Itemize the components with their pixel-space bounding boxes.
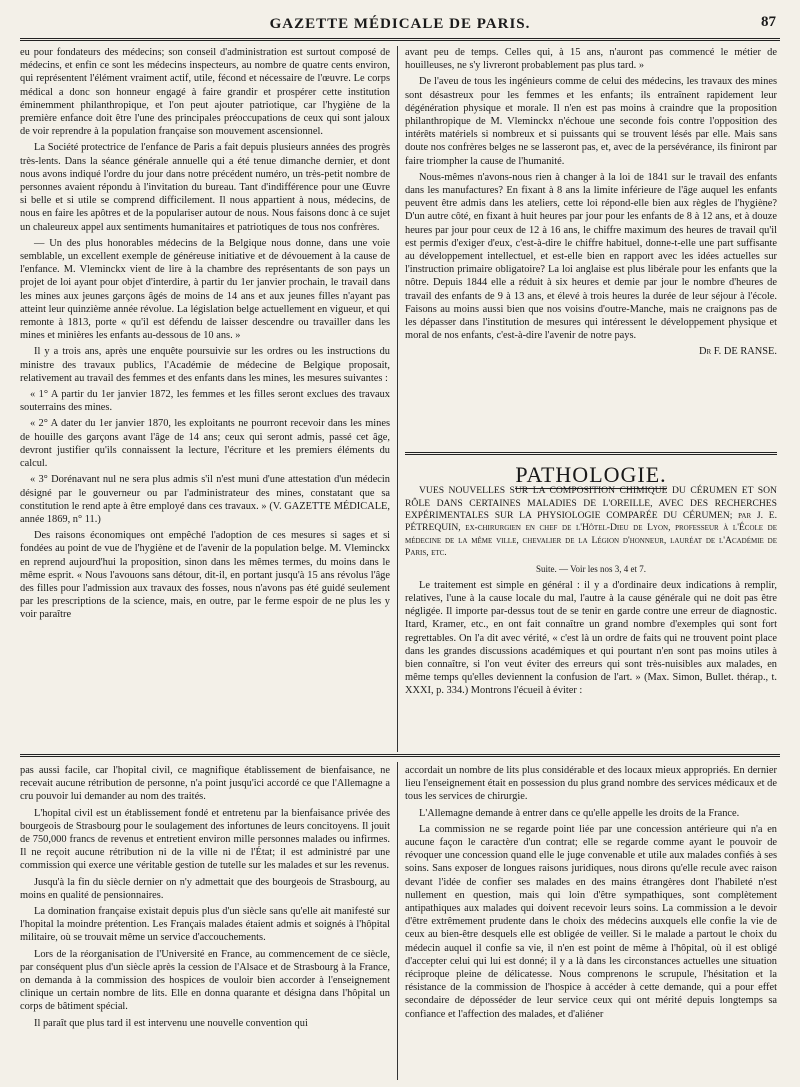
paragraph: « 1° A partir du 1er janvier 1872, les femmes et les filles seront exclues des travaux souterrains des mines. <box>20 389 390 414</box>
paragraph: Des raisons économiques ont empêché l'adoption de ces mesures si sages et si fondées au point de vue de l'hygiène et de l'avenir de la population belge. M. Vleminckx en reprend aujourd'hui la proposition, sinon dans les mêmes termes, du moins dans le même esprit. « Nous l'avouons sans détour, dit-il, en portant jusqu'à 15 ans révolus l'âge des filles pour l'admission aux travaux des fosses, nous n'avons pas été guidé seulement par les prescriptions de la science, mais, en outre, par le ferme espoir de ne plus les y voir paraître <box>20 530 390 621</box>
article-column-bottom-left <box>20 764 390 1082</box>
paragraph: accordait un nombre de lits plus considérable et des locaux mieux appropriés. En dernier lieu l'enseignement était en possession du plus grand nombre des services médicaux et de tous les services de chirurgie. <box>405 765 777 803</box>
article-column-bottom-right <box>405 764 777 1082</box>
section-title <box>405 466 777 487</box>
page-header <box>20 10 780 41</box>
section-divider <box>405 452 777 459</box>
paragraph: La Société protectrice de l'enfance de Paris a fait depuis plusieurs années des progrès très-lents. Dans la séance générale annuelle qui a été tenue dimanche dernier, et dont nous avons indiqué l'ordre du jour dans notre précédent numéro, un très-petit nombre de personnes avaient répondu à l'invitation du bureau. Tant d'indifférence pour une Œuvre si belle et si utile se comprend difficilement. Il nous appartient à nous, médecins, de nous en faire les apôtres et de la populariser autour de nous. Nous faisons donc à ce sujet un chaleureux appel aux sentiments humanitaires et patriotiques de tous nos confrères. <box>20 142 390 233</box>
article-subheading: VUES NOUVELLES SUR LA COMPOSITION CHIMIQUE DU CÉRUMEN ET SON RÔLE DANS CERTAINES MALADIES DE L'OREILLE, AVEC DES RECHERCHES EXPÉRIMENTALES SUR LA PHYSIOLOGIE COMPARÉE DU CÉRUMEN; par J. E. PÉTREQUIN, ex-chirurgien en chef de l'Hôtel-Dieu de Lyon, professeur à l'École de médecine de la même ville, chevalier de la Légion d'honneur, lauréat de l'Académie de Paris, etc. <box>405 485 777 559</box>
author-signature: Dr F. DE RANSE. <box>698 346 777 358</box>
paragraph: Il paraît que plus tard il est intervenu une nouvelle convention qui <box>34 1017 308 1029</box>
column-divider <box>397 762 398 1080</box>
paragraph: eu pour fondateurs des médecins; son conseil d'administration est surtout composé de médecins, et enfin ce sont les médecins inspecteurs, au nombre de quatre cents environ, qui représentent l'élément vraiment actif, utile, fécond et nécessaire de l'œuvre. Le corps médical a donc son honneur engagé à faire grandir et prospérer cette institution éminemment philanthropique, et l'on peut ajouter patriotique, car l'hygiène de la première enfance doit être l'une des principales préoccupations de ceux qui sont jaloux de voir reprendre à la population française son mouvement ascensionnel. <box>20 47 390 138</box>
paragraph: Le traitement est simple en général : il y a d'ordinaire deux indications à remplir, relatives, l'une à la cause locale du mal, l'autre à la cause générale qui ne doit pas être négligée. Il importe par-dessus tout de se tenir en garde contre une erreur de diagnostic. Itard, Kramer, etc., en ont fait connaître un grand nombre d'exemples qui sont fort regrettables. On l'a dit avec vérité, « c'est là un ordre de faits qui ne trouvent point place dans les grandes discussions académiques et qui pourtant n'en sont pas moins utiles à bien connaître, si l'on veut éviter des erreurs qui sont très-nuisibles aux malades, en même temps qu'elles deviennent la confusion de l'art. » (Max. Simon, Bullet. thérap., t. XXXI, p. 334.) Montrons l'écueil à éviter : <box>405 579 777 697</box>
page-divider <box>20 754 780 757</box>
paragraph: « 3° Dorénavant nul ne sera plus admis s'il n'est muni d'une attestation d'un médecin désigné par le gouverneur ou par l'administrateur des mines, constatant que sa constitution le rend apte à être employé dans ces travaux. » (V. GAZETTE MÉDICALE, année 1869, n° 11.) <box>20 474 390 525</box>
paragraph: « 2° A dater du 1er janvier 1870, les exploitants ne pourront recevoir dans les mines de houille des garçons avant l'âge de 14 ans; ceux qui seront admis, passé cet âge, devront justifier qu'ils connaissent la lecture, l'écriture et les premiers éléments du calcul. <box>20 418 390 470</box>
paragraph: avant peu de temps. Celles qui, à 15 ans, n'auront pas commencé le métier de houilleuses, ne s'y livreront probablement pas plus tard. » <box>405 47 777 72</box>
section-title-text: PATHOLOGIE. <box>515 466 666 489</box>
paragraph: L'hopital civil est un établissement fondé et entretenu par la bienfaisance privée des bourgeois de Strasbourg pour le soulagement des infortunes de leurs concitoyens. Il jouit de 750,000 francs de revenus et entretient environ mille personnes malades ou infirmes. Il ne reçoit aucune rétribution ni de la ville ni de l'État; il est administré par une commission qui exerce une véritable gestion de tutelle sur les malades et sur les revenus. <box>20 807 390 872</box>
paragraph: — Un des plus honorables médecins de la Belgique nous donne, dans une voie semblable, un excellent exemple de généreuse initiative et de dévouement à la cause de l'enfance. M. Vleminckx vient de lire à la chambre des représentants de son pays un projet de loi ayant pour objet d'interdire, à partir du 1er janvier prochain, le travail dans les mines aux jeunes garçons âgés de moins de 14 ans et aux jeunes filles n'ayant pas atteint leur quinzième année révolue. La législation belge actuellement en vigueur, et qui remonte à 1813, porte « qu'il est défendu de laisser descendre ou travailler dans les mines et minières les enfants au-dessous de 10 ans. » <box>20 237 390 342</box>
paragraph: La domination française existait depuis plus d'un siècle sans qu'elle ait manifesté sur l'hopital la moindre prétention. Les Français malades étaient admis et soignés à l'hôpital militaire, où se trouvait même un service d'accouchements. <box>20 906 390 944</box>
pathologie-section <box>405 466 777 752</box>
paragraph: Il y a trois ans, après une enquête poursuivie sur les ordres ou les instructions du ministre des travaux publics, l'Académie de médecine de Belgique proposait, relativement au travail des femmes et des enfants dans les mines, les mesures suivantes : <box>20 346 390 384</box>
paragraph: L'Allemagne demande à entrer dans ce qu'elle appelle les droits de la France. <box>419 807 740 819</box>
column-divider <box>397 46 398 752</box>
article-column-top-right <box>405 46 777 450</box>
paragraph: pas aussi facile, car l'hopital civil, ce magnifique établissement de bienfaisance, ne recevait aucune rétribution de personne, n'a point jusqu'ici accordé ce que l'Allemagne a cru pouvoir lui demander au nom des traités. <box>20 765 390 803</box>
paragraph: Lors de la réorganisation de l'Université en France, au commencement de ce siècle, par conséquent plus d'un siècle après la cession de l'Alsace et de Strasbourg à la France, on demanda à la commission des hospices de vouloir bien accorder à l'enseignement clinique un certain nombre de lits. Elle en donna quarante et désigna dans l'hôpital un corps de bâtiment spécial. <box>20 948 390 1013</box>
paragraph: Jusqu'à la fin du siècle dernier on n'y admettait que des bourgeois de Strasbourg, au moins en qualité de pensionnaires. <box>20 876 390 901</box>
page-number: 87 <box>761 14 776 30</box>
paragraph: De l'aveu de tous les ingénieurs comme de celui des médecins, les travaux des mines sont désastreux pour les femmes et les enfants; ils entraînent rapidement leur dégénération physique et morale. Il n'en est pas moins à craindre que la proposition philanthropique de M. Vleminckx n'échoue une seconde fois contre l'opposition des intérêts matériels si nombreux et si puissants qui se trouvent lésés par elle. Mais sans doute nos confrères belges ne se lasseront pas, et, avec de la persévérance, ils finiront par faire triompher la cause de l'humanité. <box>405 76 777 167</box>
paragraph: La commission ne se regarde point liée par une concession antérieure qui n'a en aucune façon le caractère d'un contrat; elle se regarde comme ayant le pouvoir de révoquer une concession quand elle le juge convenable et utile aux malades confiés à ses soins. Sans exposer de longues raisons juridiques, nous dirons qu'elle recule avec raison devant l'idée de confier ses malades en des mains étrangères dont l'habileté n'est nullement en question, mais qui loin d'être sympathiques, sont complètement antipathiques aux malades qui doivent recevoir leurs soins. La commission a le devoir d'être extrêmement prudente dans le choix des médecins auxquels elle confie la vie de ceux au bien-être desquels elle est obligée de veiller. Si le malade a partout le choix du médecin auquel il confie sa vie, il n'en est point de même à l'hôpital, où il est obligé d'accepter celui qui lui est donné; il y a là dans les circonstances actuelles une situation réciproque pleine de délicatesse. Nous comprenons le scrupule, l'hésitation et la résistance de la commission de l'hospice à accéder à cette demande, qui a pour effet secondaire de déposséder de leur service ceux qui ont mérité depuis longtemps sa confiance et l'affection des malades, et d'aliéner <box>405 823 777 1020</box>
paragraph: Nous-mêmes n'avons-nous rien à changer à la loi de 1841 sur le travail des enfants dans les manufactures? En fixant à 8 ans la limite inférieure de l'âge auquel les enfants peuvent être admis dans les ateliers, cette loi répond-elle bien aux règles de l'hygiène? D'un autre côté, en fixant à huit heures par jour pour les enfants de 8 à 12 ans, et à douze heures par jour pour ceux de 12 à 16 ans, le chiffre maximum des heures de travail qu'il est permis d'exiger d'eux, c'est-à-dire le chiffre habituel, donne-t-elle une part suffisante au développement intellectuel, et est-elle bien en rapport avec les idées actuelles sur l'instruction primaire obligatoire? La loi anglaise est plus libérale pour les enfants que la nôtre. Depuis 1844 elle a réduit à six heures et demie par jour le nombre d'heures de travail des enfants de 9 à 13 ans, et élevé à trois heures la durée de leur séjour à l'école. Faisons au moins aussi bien que nos voisins d'outre-Manche, mais ne craignons pas de les dépasser dans l'institution de mesures qui intéressent le développement physique et moral de nos enfants, c'est-à-dire l'avenir de notre pays. <box>405 171 777 342</box>
article-column-top-left <box>20 46 390 752</box>
journal-title: GAZETTE MÉDICALE DE PARIS. <box>269 15 531 32</box>
continuation-note: Suite. — Voir les nos 3, 4 et 7. <box>536 563 646 574</box>
